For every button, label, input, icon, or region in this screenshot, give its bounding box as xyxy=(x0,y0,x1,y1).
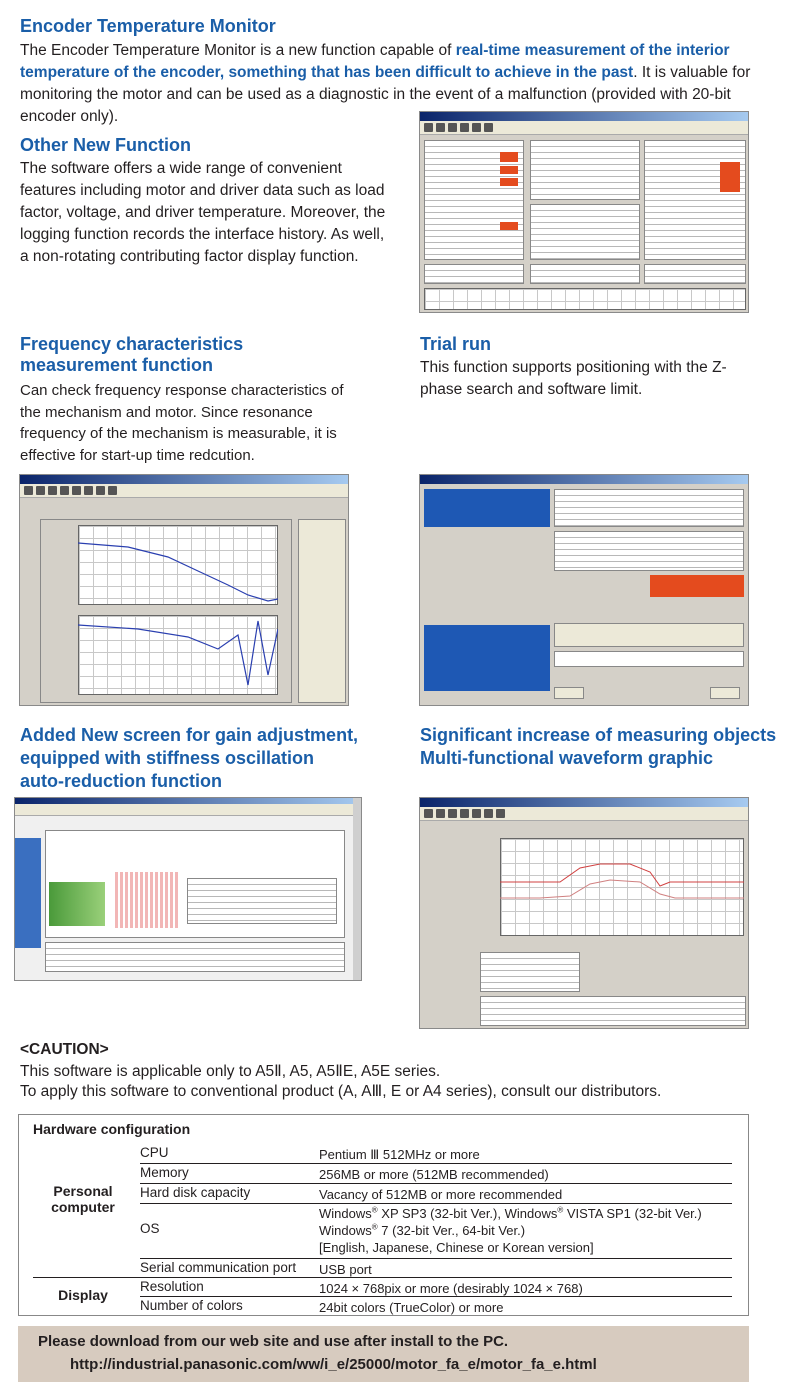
frequency-text: Can check frequency response characteristics of the mechanism and motor. Since resonance frequency of the mechanism is measurable, it is effective for start-up time redcution. xyxy=(20,382,344,464)
group-personal-computer xyxy=(33,1183,133,1215)
os-line3: [English, Japanese, Chinese or Korean version] xyxy=(319,1240,594,1255)
group-pc-line2: computer xyxy=(51,1199,115,1215)
download-url-link[interactable]: http://industrial.panasonic.com/ww/i_e/25000/motor_fa_e/motor_fa_e.html xyxy=(70,1356,597,1373)
frequency-curves xyxy=(78,525,278,695)
encoder-text-highlight: real-time measurement of the interior temperature of the encoder, something that has been difficult to achieve in the past xyxy=(20,42,730,81)
hardware-title: Hardware configuration xyxy=(33,1121,191,1137)
trial-text: This function supports positioning with the Z-phase search and software limit. xyxy=(420,359,727,398)
monitor-screenshot xyxy=(419,111,749,313)
caution-line1: This software is applicable only to A5Ⅱ, A5, A5ⅡE, A5E series. xyxy=(20,1063,441,1080)
row-memory-label: Memory xyxy=(140,1165,189,1180)
os-line2: Windows® 7 (32-bit Ver., 64-bit Ver.) xyxy=(319,1222,526,1238)
trial-heading: Trial run xyxy=(420,334,492,354)
row-os-label: OS xyxy=(140,1221,160,1236)
encoder-text-b: . It is valuable for monitoring the motor and can be used as a diagnostic in the event of a malfunction (provided with 20-bit encoder only). xyxy=(20,64,751,125)
row-serial-value: USB port xyxy=(319,1262,372,1277)
row-memory-value: 256MB or more (512MB recommended) xyxy=(319,1167,549,1182)
gain-heading-line3: auto-reduction function xyxy=(20,771,222,791)
waveform-heading-line1: Significant increase of measuring objects xyxy=(420,725,777,745)
row-hdd-label: Hard disk capacity xyxy=(140,1185,251,1200)
caution-title: <CAUTION> xyxy=(20,1041,109,1058)
row-colors-label: Number of colors xyxy=(140,1298,243,1313)
group-pc-line1: Personal xyxy=(53,1183,113,1199)
encoder-heading: Encoder Temperature Monitor xyxy=(20,16,276,36)
hardware-table xyxy=(18,1114,749,1316)
os-line1: Windows® XP SP3 (32-bit Ver.), Windows® VISTA SP1 (32-bit Ver.) xyxy=(319,1205,702,1221)
gain-heading-line2: equipped with stiffness oscillation xyxy=(20,748,315,768)
row-os-value xyxy=(319,1205,702,1256)
row-hdd-value: Vacancy of 512MB or more recommended xyxy=(319,1187,563,1202)
waveform-curves xyxy=(500,838,744,936)
download-text: Please download from our web site and use after install to the PC. xyxy=(38,1333,509,1350)
other-text: The software offers a wide range of convenient features including motor and driver data such as load factor, voltage, and driver temperature. Moreover, the logging function records the interface history. As well, a non-rotating contributing factor display function. xyxy=(20,160,386,265)
download-banner xyxy=(18,1326,749,1382)
waveform-heading-line2: Multi-functional waveform graphic xyxy=(420,748,714,768)
group-display: Display xyxy=(58,1287,108,1303)
row-cpu-value: Pentium Ⅲ 512MHz or more xyxy=(319,1147,480,1162)
trialrun-screenshot xyxy=(419,474,749,706)
frequency-heading-line2: measurement function xyxy=(20,355,214,375)
row-resolution-value: 1024 × 768pix or more (desirably 1024 × 768) xyxy=(319,1281,583,1296)
encoder-text-a: The Encoder Temperature Monitor is a new function capable of xyxy=(20,42,456,59)
gain-heading-line1: Added New screen for gain adjustment, xyxy=(20,725,359,745)
other-heading: Other New Function xyxy=(20,135,191,155)
row-serial-label: Serial communication port xyxy=(140,1260,297,1275)
frequency-heading-line1: Frequency characteristics xyxy=(20,334,244,354)
caution-line2: To apply this software to conventional product (A, AⅢ, E or A4 series), consult our distributors. xyxy=(20,1083,662,1100)
row-cpu-label: CPU xyxy=(140,1145,169,1160)
frequency-screenshot xyxy=(19,474,349,706)
waveform-screenshot xyxy=(419,797,749,1029)
row-colors-value: 24bit colors (TrueColor) or more xyxy=(319,1300,504,1315)
row-resolution-label: Resolution xyxy=(140,1279,204,1294)
gain-screenshot xyxy=(14,797,362,981)
